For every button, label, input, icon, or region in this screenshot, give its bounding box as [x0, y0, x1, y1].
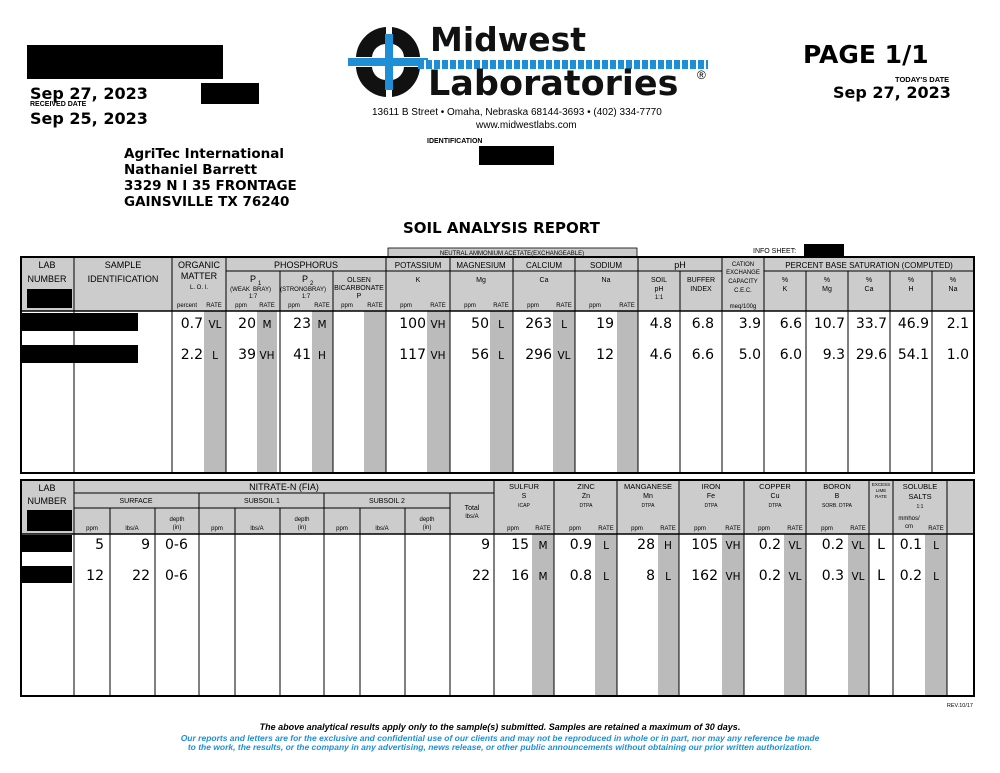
todays-date-label: TODAY'S DATE [895, 75, 950, 84]
phosphorus-header: PHOSPHORUS [273, 260, 339, 270]
p1-header: P [249, 274, 257, 284]
zinc-rate: L [603, 571, 609, 583]
iron-value: 105 [691, 537, 718, 553]
p2-rate: M [317, 319, 327, 331]
unit-ppm: ppm [589, 303, 601, 309]
base-sat-na-value: 1.0 [946, 347, 969, 363]
zinc-value: 0.8 [569, 568, 592, 584]
pct-sign: % [907, 277, 915, 284]
p2-rate: H [318, 350, 326, 362]
iron-method: DTPA [704, 503, 718, 509]
manganese-symbol: Mn [643, 493, 653, 500]
total-value: 22 [472, 568, 490, 584]
redacted-block [22, 313, 138, 331]
boron-value: 0.3 [821, 568, 844, 584]
boron-rate: VL [851, 571, 865, 583]
subsoil2-header: SUBSOIL 2 [369, 498, 405, 505]
pct-sign: % [823, 277, 831, 284]
table-row [86, 568, 939, 584]
sodium-header: SODIUM [590, 261, 622, 270]
manganese-header: MANGANESE [624, 482, 672, 491]
nitrate-header: NITRATE-N (FIA) [249, 482, 319, 492]
sodium-symbol: Na [601, 277, 611, 284]
cec-header: CATION [731, 262, 755, 268]
potassium-symbol: K [415, 277, 421, 284]
magnesium-header: MAGNESIUM [456, 261, 506, 270]
om-value: 0.7 [180, 316, 203, 332]
unit-rate: RATE [787, 526, 803, 532]
surface-depth-value: 0-6 [165, 537, 188, 553]
client-contact: Nathaniel Barrett [124, 162, 258, 178]
om-value: 2.2 [180, 347, 203, 363]
redacted-block [27, 510, 72, 531]
sulfur-value: 15 [511, 537, 529, 553]
excess-lime-value: L [877, 568, 885, 584]
unit-row [177, 303, 635, 309]
redacted-block [27, 289, 72, 308]
base-sat-mg-value: 9.3 [822, 347, 845, 363]
base-sat-k-value: 6.0 [779, 347, 802, 363]
organic-matter-header: MATTER [180, 271, 218, 281]
sulfur-header: SULFUR [508, 482, 540, 491]
soluble-salts-rate: L [933, 571, 939, 583]
p2-method: (STRONG [280, 287, 308, 293]
unit-lbsa: lbs/A [250, 526, 264, 532]
ca-value: 263 [525, 316, 552, 332]
soil-ph-header: pH [654, 286, 664, 293]
ca-rate: VL [557, 350, 571, 362]
zinc-symbol: Zn [581, 493, 591, 500]
unit-ppm: ppm [821, 526, 833, 532]
sulfur-symbol: S [521, 493, 527, 500]
unit-rate: RATE [206, 303, 222, 309]
lab-address: 13611 B Street • Omaha, Nebraska 68144-3693 • (402) 334-7770 [372, 107, 662, 118]
unit-ppm: ppm [527, 303, 539, 309]
received-date-label: RECEIVED DATE [30, 101, 87, 108]
mg-value: 50 [471, 316, 489, 332]
manganese-value: 28 [637, 537, 655, 553]
surface-header: SURFACE [119, 498, 153, 505]
unit-depth: (in) [297, 525, 307, 531]
soluble-salts-value: 0.1 [899, 537, 922, 553]
base-sat-h-header: H [908, 286, 914, 293]
p1-ratio: 1:7 [248, 294, 258, 300]
om-rate: L [212, 350, 218, 362]
zinc-value: 0.9 [569, 537, 592, 553]
soluble-salts-rate: L [933, 540, 939, 552]
received-date: Sep 25, 2023 [30, 109, 148, 128]
sample-id-header: SAMPLE [104, 260, 142, 270]
p1-subscript: 1 [258, 281, 262, 287]
na-value: 12 [596, 347, 614, 363]
unit-rate: RATE [660, 526, 676, 532]
olsen-header: P [356, 293, 362, 300]
unit-rate: RATE [619, 303, 635, 309]
report-date: Sep 27, 2023 [30, 84, 148, 103]
zinc-header: ZINC [577, 482, 595, 491]
magnesium-symbol: Mg [476, 277, 486, 284]
footer-disclaimer: The above analytical results apply only to the sample(s) submitted. Samples are retained a maximum of 30 days. [259, 722, 741, 732]
p1-rate: M [262, 319, 272, 331]
base-sat-mg-header: Mg [822, 286, 832, 293]
mg-rate: L [498, 319, 504, 331]
boron-symbol: B [834, 493, 840, 500]
soluble-unit: mmhos/ [898, 516, 920, 522]
unit-ppm: ppm [464, 303, 476, 309]
ca-value: 296 [525, 347, 552, 363]
organic-matter-method: L. O. I. [189, 285, 209, 291]
lab-number-header: LAB [38, 483, 56, 493]
total-header: Total [464, 505, 480, 512]
lab-name-line2: Laboratories [428, 64, 679, 104]
ph-value: 4.6 [649, 347, 672, 363]
unit-rate: RATE [850, 526, 866, 532]
pct-sign: % [781, 277, 789, 284]
unit-depth: (in) [422, 525, 432, 531]
base-sat-ca-header: Ca [864, 286, 874, 293]
excess-lime-header: EXCESS [871, 482, 891, 487]
soluble-salts-header: SOLUBLE [902, 482, 938, 491]
ph-header: pH [674, 260, 686, 270]
mg-value: 56 [471, 347, 489, 363]
p1-method: BRAY) [253, 287, 271, 293]
unit-rate: RATE [430, 303, 446, 309]
identification-label: IDENTIFICATION [427, 138, 483, 145]
iron-value: 162 [691, 568, 718, 584]
todays-date: Sep 27, 2023 [833, 83, 951, 102]
manganese-rate: H [664, 540, 672, 552]
sulfur-rate: M [538, 540, 548, 552]
p1-value: 39 [238, 347, 256, 363]
total-unit: lbs/A [465, 514, 479, 520]
total-value: 9 [481, 537, 490, 553]
client-city: GAINSVILLE TX 76240 [124, 194, 290, 210]
base-sat-h-value: 54.1 [897, 347, 929, 363]
base-sat-k-header: K [782, 286, 788, 293]
copper-method: DTPA [768, 503, 782, 509]
boron-header: BORON [823, 482, 851, 491]
surface-lbsa-value: 22 [132, 568, 150, 584]
base-sat-na-value: 2.1 [946, 316, 969, 332]
page-number: PAGE 1/1 [803, 40, 929, 69]
base-sat-mg-value: 10.7 [813, 316, 845, 332]
cec-value: 3.9 [738, 316, 761, 332]
unit-ppm: ppm [288, 303, 300, 309]
unit-lbsa: lbs/A [125, 526, 139, 532]
cec-header: EXCHANGE [726, 270, 760, 276]
iron-header: IRON [701, 482, 721, 491]
p2-method: BRAY) [308, 287, 326, 293]
unit-ppm: ppm [336, 526, 348, 532]
lab-number-header: LAB [38, 260, 56, 270]
boron-method: SORB. DTPA [822, 503, 852, 509]
buffer-index-header: INDEX [690, 286, 712, 293]
k-value: 117 [399, 347, 426, 363]
p2-value: 23 [293, 316, 311, 332]
copper-header: COPPER [759, 482, 791, 491]
om-rate: VL [208, 319, 222, 331]
unit-rate: RATE [725, 526, 741, 532]
unit-ppm: ppm [694, 526, 706, 532]
rate-column-shading [204, 311, 638, 473]
cec-header: CAPACITY [728, 279, 758, 285]
soluble-salts-value: 0.2 [899, 568, 922, 584]
lab-name-line1: Midwest [430, 20, 587, 59]
unit-lbsa: lbs/A [375, 526, 389, 532]
olsen-header: OLSEN [347, 277, 371, 284]
unit-rate: RATE [928, 526, 944, 532]
unit-percent: percent [176, 303, 198, 309]
unit-ppm: ppm [211, 526, 223, 532]
subsoil1-header: SUBSOIL 1 [244, 498, 280, 505]
unit-ppm: ppm [507, 526, 519, 532]
copper-rate: VL [788, 540, 802, 552]
registered-mark: ® [697, 68, 706, 82]
unit-rate: RATE [314, 303, 330, 309]
copper-value: 0.2 [758, 537, 781, 553]
pct-sign: % [949, 277, 957, 284]
olsen-header: BICARBONATE [334, 285, 384, 292]
surface-ppm-value: 5 [95, 537, 104, 553]
unit-ppm: ppm [400, 303, 412, 309]
surface-ppm-value: 12 [86, 568, 104, 584]
ca-rate: L [561, 319, 567, 331]
group-neutral-label: NEUTRAL AMMONIUM ACETATE(EXCHANGEABLE) [439, 251, 585, 257]
footer-confidentiality-line: Our reports and letters are for the exclusive and confidential use of our clients and may not be reproduced in whole or in part, nor may any reference be made [180, 733, 820, 743]
base-sat-na-header: Na [948, 286, 958, 293]
sulfur-value: 16 [511, 568, 529, 584]
unit-ppm: ppm [569, 526, 581, 532]
p2-value: 41 [293, 347, 311, 363]
lab-number-header: NUMBER [27, 274, 67, 284]
iron-symbol: Fe [706, 493, 716, 500]
mg-rate: L [498, 350, 504, 362]
soluble-unit: cm [905, 524, 913, 530]
k-rate: VH [430, 350, 446, 362]
cec-value: 5.0 [738, 347, 761, 363]
organic-matter-header: ORGANIC [177, 260, 221, 270]
iron-rate: VH [725, 540, 741, 552]
unit-ppm: ppm [235, 303, 247, 309]
iron-rate: VH [725, 571, 741, 583]
unit-rate: RATE [556, 303, 572, 309]
excess-lime-value: L [877, 537, 885, 553]
unit-depth: (in) [172, 525, 182, 531]
redacted-block [22, 566, 72, 583]
base-sat-ca-value: 29.6 [855, 347, 887, 363]
ph-value: 4.8 [649, 316, 672, 332]
sulfur-rate: M [538, 571, 548, 583]
buffer-value: 6.6 [691, 347, 714, 363]
na-value: 19 [596, 316, 614, 332]
boron-value: 0.2 [821, 537, 844, 553]
excess-lime-header: LIME [875, 488, 887, 493]
rate-column-shading [532, 534, 947, 696]
info-sheet-label: INFO SHEET: [753, 248, 797, 255]
base-sat-h-value: 46.9 [897, 316, 929, 332]
unit-depth: depth [419, 517, 435, 523]
p2-header: P [301, 274, 309, 284]
lab-number-header: NUMBER [27, 496, 67, 506]
unit-ppm: ppm [341, 303, 353, 309]
soluble-salts-ratio: 1:1 [916, 504, 924, 510]
manganese-value: 8 [646, 568, 655, 584]
copper-value: 0.2 [758, 568, 781, 584]
unit-depth: depth [294, 517, 310, 523]
calcium-header: CALCIUM [525, 261, 563, 270]
redacted-block [22, 345, 138, 363]
excess-lime-header: RATE [875, 494, 887, 499]
manganese-rate: L [665, 571, 671, 583]
unit-ppm: ppm [86, 526, 98, 532]
surface-lbsa-value: 9 [141, 537, 150, 553]
k-value: 100 [399, 316, 426, 332]
calcium-symbol: Ca [539, 277, 549, 284]
p1-value: 20 [238, 316, 256, 332]
sulfur-method: ICAP [518, 503, 530, 509]
unit-ppm: ppm [758, 526, 770, 532]
sample-id-header: IDENTIFICATION [87, 274, 159, 284]
k-rate: VH [430, 319, 446, 331]
revision-label: REV.10/17 [946, 703, 973, 709]
buffer-value: 6.8 [691, 316, 714, 332]
manganese-method: DTPA [641, 503, 655, 509]
table-row [95, 537, 939, 553]
unit-rate: RATE [598, 526, 614, 532]
unit-rate: RATE [259, 303, 275, 309]
base-sat-k-value: 6.6 [779, 316, 802, 332]
p1-rate: VH [259, 350, 275, 362]
soil-ph-header: SOIL [651, 277, 667, 284]
footer-confidentiality [0, 734, 1000, 752]
soluble-salts-header: SALTS [908, 492, 932, 501]
unit-ppm: ppm [631, 526, 643, 532]
footer-confidentiality-line: to the work, the results, or the company in any advertising, news release, or other public announcements without obtaining our prior written authorization. [187, 742, 813, 752]
zinc-rate: L [603, 540, 609, 552]
buffer-index-header: BUFFER [687, 277, 715, 284]
unit-depth: depth [169, 517, 185, 523]
base-sat-ca-value: 33.7 [855, 316, 887, 332]
zinc-method: DTPA [579, 503, 593, 509]
redacted-block [22, 535, 72, 552]
potassium-header: POTASSIUM [394, 261, 442, 270]
unit-rate: RATE [367, 303, 383, 309]
cec-unit: meq/100g [729, 304, 757, 310]
base-saturation-header: PERCENT BASE SATURATION (COMPUTED) [785, 261, 953, 270]
cec-header: C.E.C. [734, 288, 752, 294]
soil-ph-ratio: 1:1 [654, 295, 664, 301]
surface-depth-value: 0-6 [165, 568, 188, 584]
boron-rate: VL [851, 540, 865, 552]
unit-rate: RATE [535, 526, 551, 532]
client-company: AgriTec International [124, 146, 284, 162]
p1-method: (WEAK [230, 287, 250, 293]
p2-ratio: 1:7 [301, 294, 311, 300]
p2-subscript: 2 [310, 281, 314, 287]
report-title: SOIL ANALYSIS REPORT [403, 219, 600, 237]
copper-symbol: Cu [770, 493, 780, 500]
pct-sign: % [865, 277, 873, 284]
lab-website: www.midwestlabs.com [476, 120, 577, 131]
unit-rate: RATE [493, 303, 509, 309]
copper-rate: VL [788, 571, 802, 583]
client-street: 3329 N I 35 FRONTAGE [124, 178, 297, 194]
